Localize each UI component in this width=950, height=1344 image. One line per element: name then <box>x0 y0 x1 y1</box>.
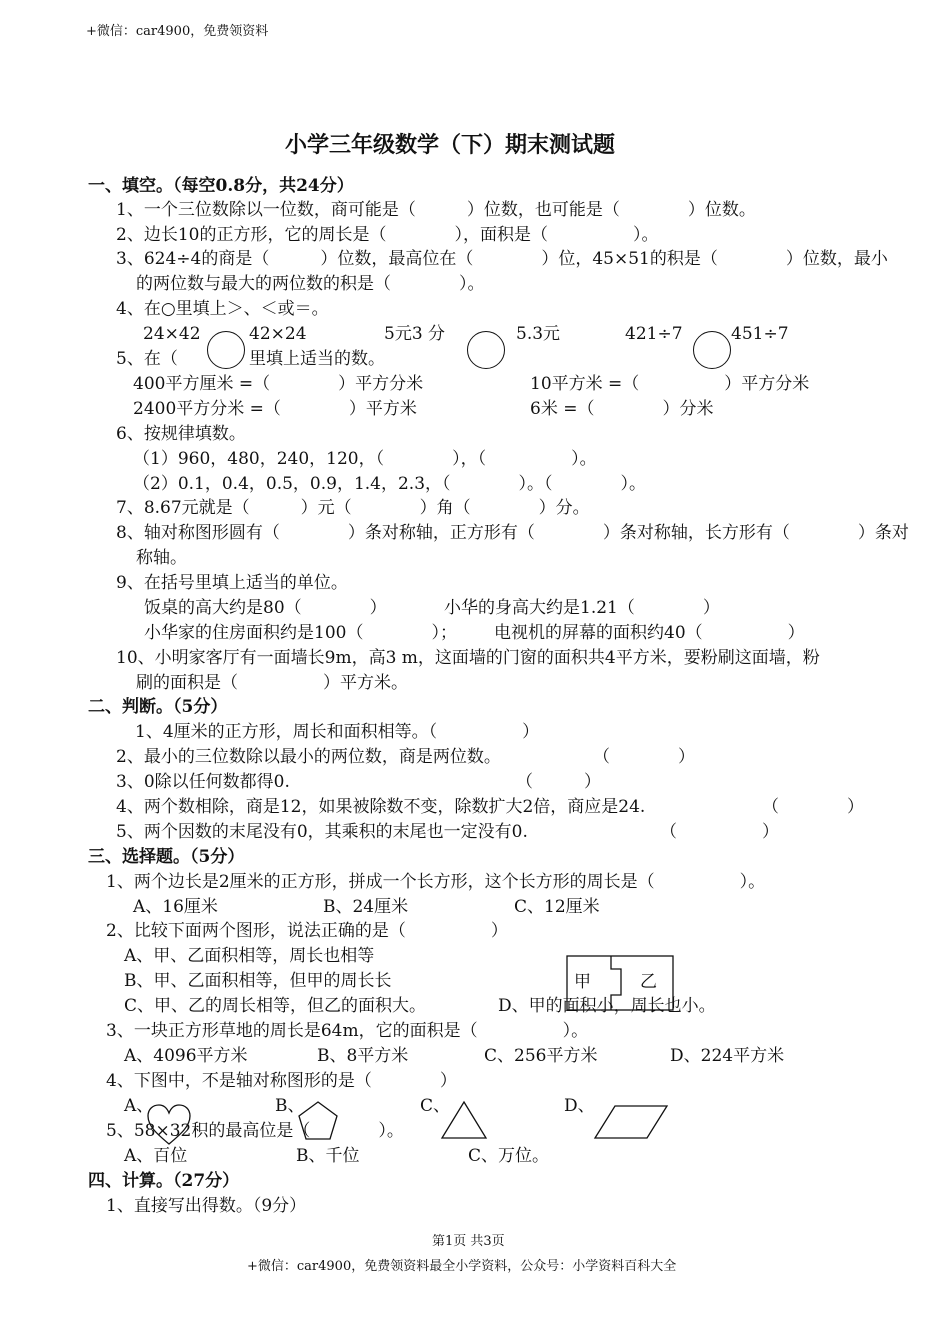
choice-4-c: C、 <box>420 1096 451 1116</box>
choice-2-a: A、甲、乙面积相等，周长也相等 <box>124 946 375 966</box>
question-1-3-line1: 3、624÷4的商是（ ）位数，最高位在（ ）位，45×51的积是（ ）位数，最小 <box>116 249 888 269</box>
judge-1: 1、4厘米的正方形，周长和面积相等。（ ） <box>135 722 540 742</box>
choice-3-a: A、4096平方米 <box>124 1046 248 1066</box>
question-1-9: 9、在括号里填上适当的单位。 <box>116 573 348 593</box>
calc-1: 1、直接写出得数。（9分） <box>106 1196 307 1216</box>
compare-3-left: 421÷7 <box>625 324 683 344</box>
section-2-heading: 二、判断。（5分） <box>88 697 228 717</box>
judge-3: 3、0除以任何数都得0. <box>116 772 290 792</box>
question-1-8-line2: 称轴。 <box>136 548 187 568</box>
choice-3: 3、一块正方形草地的周长是64m，它的面积是（ ）。 <box>106 1021 589 1041</box>
compare-1-left: 24×42 <box>143 324 201 344</box>
choice-5-c: C、万位。 <box>468 1146 550 1166</box>
choice-5-b: B、千位 <box>296 1146 360 1166</box>
choice-2-b: B、甲、乙面积相等，但甲的周长长 <box>124 971 392 991</box>
footer-note: +微信：car4900，免费领资料最全小学资料，公众号：小学资料百科大全 <box>247 1259 677 1274</box>
compare-circle-3[interactable] <box>693 331 731 369</box>
question-1-5-item-3: 2400平方分米 =（ ）平方米 <box>133 399 417 419</box>
question-1-10-line2: 刷的面积是（ ）平方米。 <box>136 673 408 693</box>
choice-5-a: A、百位 <box>124 1146 188 1166</box>
compare-3-right: 451÷7 <box>731 324 789 344</box>
judge-5-paren: （ ） <box>660 822 779 842</box>
figure-label-jia: 甲 <box>574 972 591 992</box>
compare-1-right: 42×24 <box>249 324 307 344</box>
choice-3-d: D、224平方米 <box>670 1046 785 1066</box>
question-1-3-line2: 的两位数与最大的两位数的积是（ ）。 <box>136 274 485 294</box>
judge-2: 2、最小的三位数除以最小的两位数，商是两位数。 <box>116 747 501 767</box>
question-1-9-item-3: 小华家的住房面积约是100（ ）； <box>144 623 457 643</box>
question-1-5-item-2: 10平方米 =（ ）平方分米 <box>530 374 810 394</box>
section-4-heading: 四、计算。（27分） <box>88 1171 240 1191</box>
question-1-5-start: 5、在（ <box>116 349 178 369</box>
choice-3-b: B、8平方米 <box>317 1046 409 1066</box>
question-1-9-item-4: 电视机的屏幕的面积约40（ ） <box>494 623 805 643</box>
compare-circle-2[interactable] <box>467 331 505 369</box>
choice-4-a: A、 <box>124 1096 154 1116</box>
choice-2-d: D、甲的面积小，周长也小。 <box>498 996 716 1016</box>
choice-5: 5、58×32积的最高位是（ ）。 <box>106 1121 404 1141</box>
choice-2-c: C、甲、乙的周长相等，但乙的面积大。 <box>124 996 427 1016</box>
figure-label-yi: 乙 <box>640 972 657 992</box>
judge-4: 4、两个数相除，商是12，如果被除数不变，除数扩大2倍，商应是24. <box>116 797 646 817</box>
question-1-9-item-1: 饭桌的高大约是80（ ） <box>144 598 387 618</box>
question-1-6-part-2: （2）0.1，0.4，0.5，0.9，1.4，2.3，（ ）。（ ）。 <box>133 474 647 494</box>
question-1-7: 7、8.67元就是（ ）元（ ）角（ ）分。 <box>116 498 590 518</box>
question-1-1: 1、一个三位数除以一位数，商可能是（ ）位数，也可能是（ ）位数。 <box>116 200 756 220</box>
judge-3-paren: （ ） <box>516 772 601 792</box>
judge-5: 5、两个因数的末尾没有0，其乘积的末尾也一定没有0. <box>116 822 528 842</box>
question-1-9-item-2: 小华的身高大约是1.21（ ） <box>444 598 720 618</box>
choice-1-a: A、16厘米 <box>133 897 218 917</box>
question-1-2: 2、边长10的正方形，它的周长是（ ），面积是（ ）。 <box>116 225 659 245</box>
question-1-10-line1: 10、小明家客厅有一面墙长9m，高3 m，这面墙的门窗的面积共4平方米，要粉刷这面墙，粉 <box>116 648 820 668</box>
question-1-6: 6、按规律填数。 <box>116 424 246 444</box>
page-title: 小学三年级数学（下）期末测试题 <box>285 132 616 158</box>
choice-4-d: D、 <box>564 1096 595 1116</box>
question-1-5-item-1: 400平方厘米 =（ ）平方分米 <box>133 374 424 394</box>
question-1-8-line1: 8、轴对称图形圆有（ ）条对称轴，正方形有（ ）条对称轴，长方形有（ ）条对 <box>116 523 909 543</box>
question-1-6-part-1: （1）960，480，240，120，（ ），（ ）。 <box>133 449 597 469</box>
question-1-4: 4、在○里填上＞、＜或＝。 <box>116 299 329 319</box>
triangle-shape <box>440 1100 488 1140</box>
section-1-heading: 一、填空。（每空0.8分，共24分） <box>88 176 354 196</box>
question-1-5-item-4: 6米 =（ ）分米 <box>530 399 714 419</box>
compare-2-right: 5.3元 <box>516 324 561 344</box>
choice-1-c: C、12厘米 <box>514 897 600 917</box>
page-number: 第1页 共3页 <box>432 1234 505 1249</box>
judge-2-paren: （ ） <box>593 747 695 767</box>
parallelogram-shape <box>593 1104 669 1140</box>
choice-4: 4、下图中，不是轴对称图形的是（ ） <box>106 1071 457 1091</box>
choice-2: 2、比较下面两个图形，说法正确的是（ ） <box>106 921 508 941</box>
judge-4-paren: （ ） <box>762 797 864 817</box>
choice-4-b: B、 <box>275 1096 305 1116</box>
choice-1-b: B、24厘米 <box>323 897 409 917</box>
header-note: +微信：car4900，免费领资料 <box>86 24 269 39</box>
choice-1: 1、两个边长是2厘米的正方形，拼成一个长方形，这个长方形的周长是（ ）。 <box>106 872 766 892</box>
question-1-5-end: 里填上适当的数。 <box>249 349 385 369</box>
section-3-heading: 三、选择题。（5分） <box>88 847 245 867</box>
compare-circle-1[interactable] <box>207 331 245 369</box>
compare-2-left: 5元3 分 <box>384 324 446 344</box>
choice-3-c: C、256平方米 <box>484 1046 598 1066</box>
